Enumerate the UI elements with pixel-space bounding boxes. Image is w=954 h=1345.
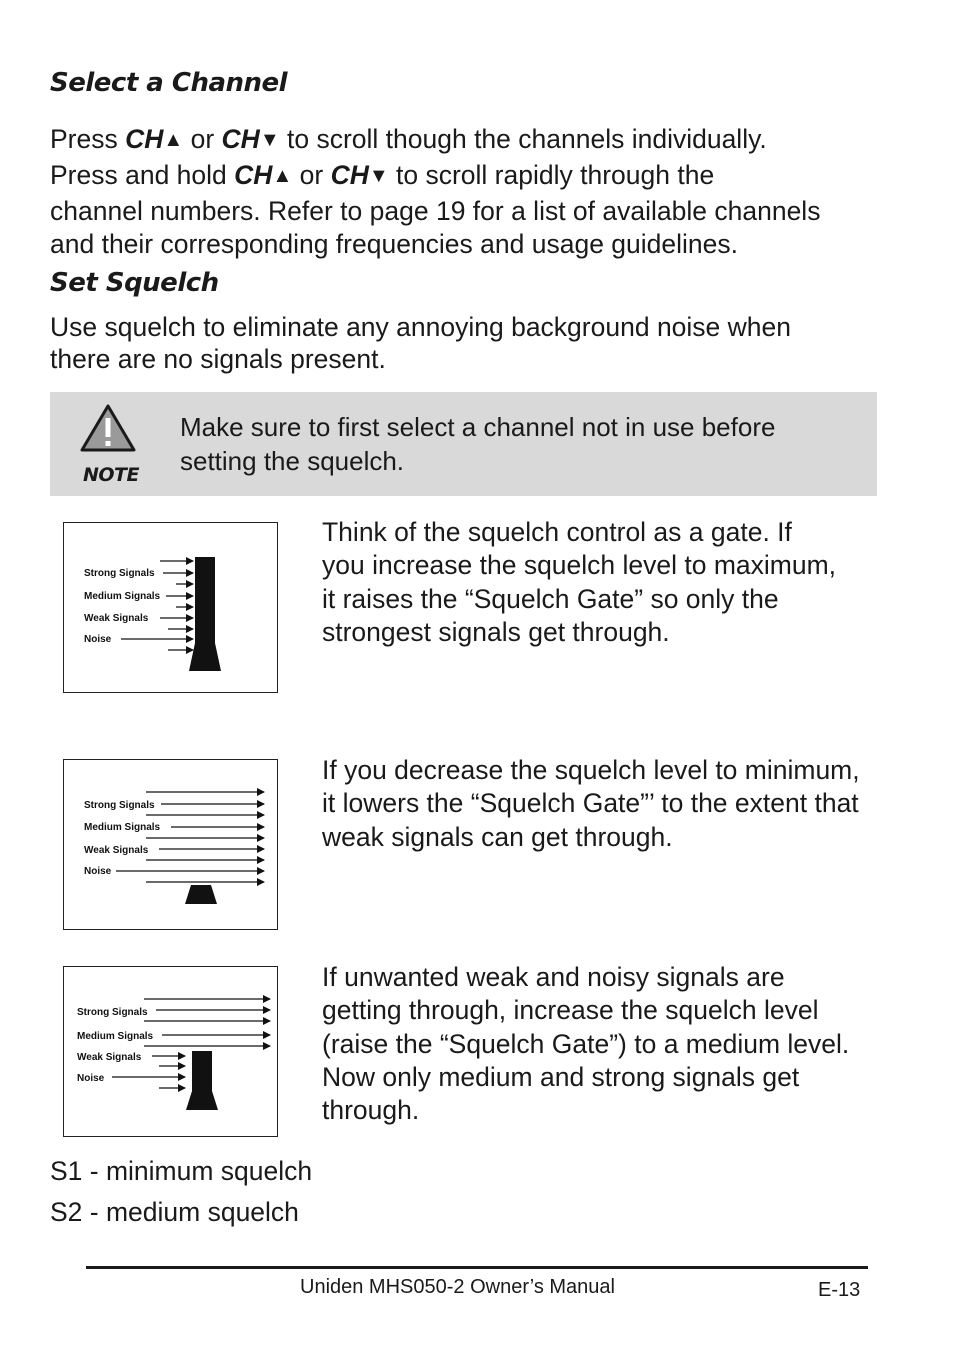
label-medium-signals: Medium Signals (84, 822, 161, 833)
squelch-diagram-minimum (63, 759, 278, 930)
set-squelch-paragraph (50, 311, 910, 375)
text-line: If you decrease the squelch level to minimum, (322, 755, 860, 785)
label-weak-signals: Weak Signals (84, 613, 149, 624)
label-noise: Noise (77, 1073, 105, 1084)
text-line: getting through, increase the squelch level (322, 995, 819, 1026)
squelch-diagram-medium (63, 966, 278, 1137)
select-channel-line-3: channel numbers. Refer to page 19 for a list of available channels (50, 196, 821, 226)
s1-minimum-squelch: S1 - minimum squelch (50, 1156, 313, 1186)
label-noise: Noise (84, 866, 112, 877)
s2-medium-squelch: S2 - medium squelch (50, 1197, 299, 1227)
heading-set-squelch: Set Squelch (50, 268, 219, 298)
text-line: Think of the squelch control as a gate. If (322, 517, 792, 547)
note-box (50, 392, 877, 496)
set-squelch-line-1: Use squelch to eliminate any annoying background noise when (50, 312, 792, 342)
squelch-gate (185, 885, 217, 904)
text-line: through. (322, 1095, 420, 1126)
squelch-diagram-maximum (63, 522, 278, 693)
footer-manual-title: Uniden MHS050-2 Owner’s Manual (300, 1276, 615, 1298)
label-medium-signals: Medium Signals (84, 591, 161, 602)
text-line: it lowers the “Squelch Gate”’ to the extent that (322, 788, 859, 819)
note-line-2: setting the squelch. (180, 446, 405, 476)
note-text (180, 410, 860, 478)
label-noise: Noise (84, 634, 112, 645)
select-channel-line-4: and their corresponding frequencies and usage guidelines. (50, 229, 739, 259)
select-channel-line-1: Press CH▲ or CH▼ to scroll though the channels individually. (50, 124, 767, 154)
squelch-medium-text (322, 961, 897, 1127)
squelch-gate-diagram-min (64, 760, 277, 929)
squelch-min-text (322, 754, 897, 854)
label-strong-signals: Strong Signals (84, 800, 155, 811)
text-line: strongest signals get through. (322, 616, 670, 647)
squelch-gate-diagram-max (64, 523, 277, 692)
label-weak-signals: Weak Signals (84, 845, 149, 856)
squelch-max-text (322, 516, 897, 649)
warning-icon (80, 404, 136, 452)
text-line: Now only medium and strong signals get (322, 1061, 800, 1092)
label-strong-signals: Strong Signals (77, 1007, 148, 1018)
label-strong-signals: Strong Signals (84, 568, 155, 579)
down-arrow-icon: ▼ (259, 129, 280, 151)
footer-rule (86, 1266, 868, 1269)
squelch-gate (189, 557, 221, 671)
note-label: NOTE (83, 464, 139, 486)
text-line: (raise the “Squelch Gate”) to a medium level. (322, 1028, 850, 1059)
squelch-gate-diagram-medium (64, 967, 277, 1136)
down-arrow-icon: ▼ (368, 165, 389, 187)
up-arrow-icon: ▲ (163, 129, 184, 151)
text-line: it raises the “Squelch Gate” so only the (322, 583, 779, 614)
select-channel-paragraph (50, 123, 910, 261)
note-line-1: Make sure to first select a channel not in use before (180, 412, 776, 442)
label-medium-signals: Medium Signals (77, 1031, 154, 1042)
text-line: you increase the squelch level to maximum, (322, 550, 837, 581)
footer-page-number: E-13 (818, 1279, 861, 1301)
select-channel-line-2: Press and hold CH▲ or CH▼ to scroll rapidly through the (50, 160, 715, 190)
squelch-gate (186, 1051, 218, 1110)
heading-select-channel: Select a Channel (50, 68, 288, 98)
up-arrow-icon: ▲ (272, 165, 293, 187)
text-line: If unwanted weak and noisy signals are (322, 962, 785, 992)
label-weak-signals: Weak Signals (77, 1052, 142, 1063)
set-squelch-line-2: there are no signals present. (50, 344, 386, 374)
text-line: weak signals can get through. (322, 821, 673, 852)
